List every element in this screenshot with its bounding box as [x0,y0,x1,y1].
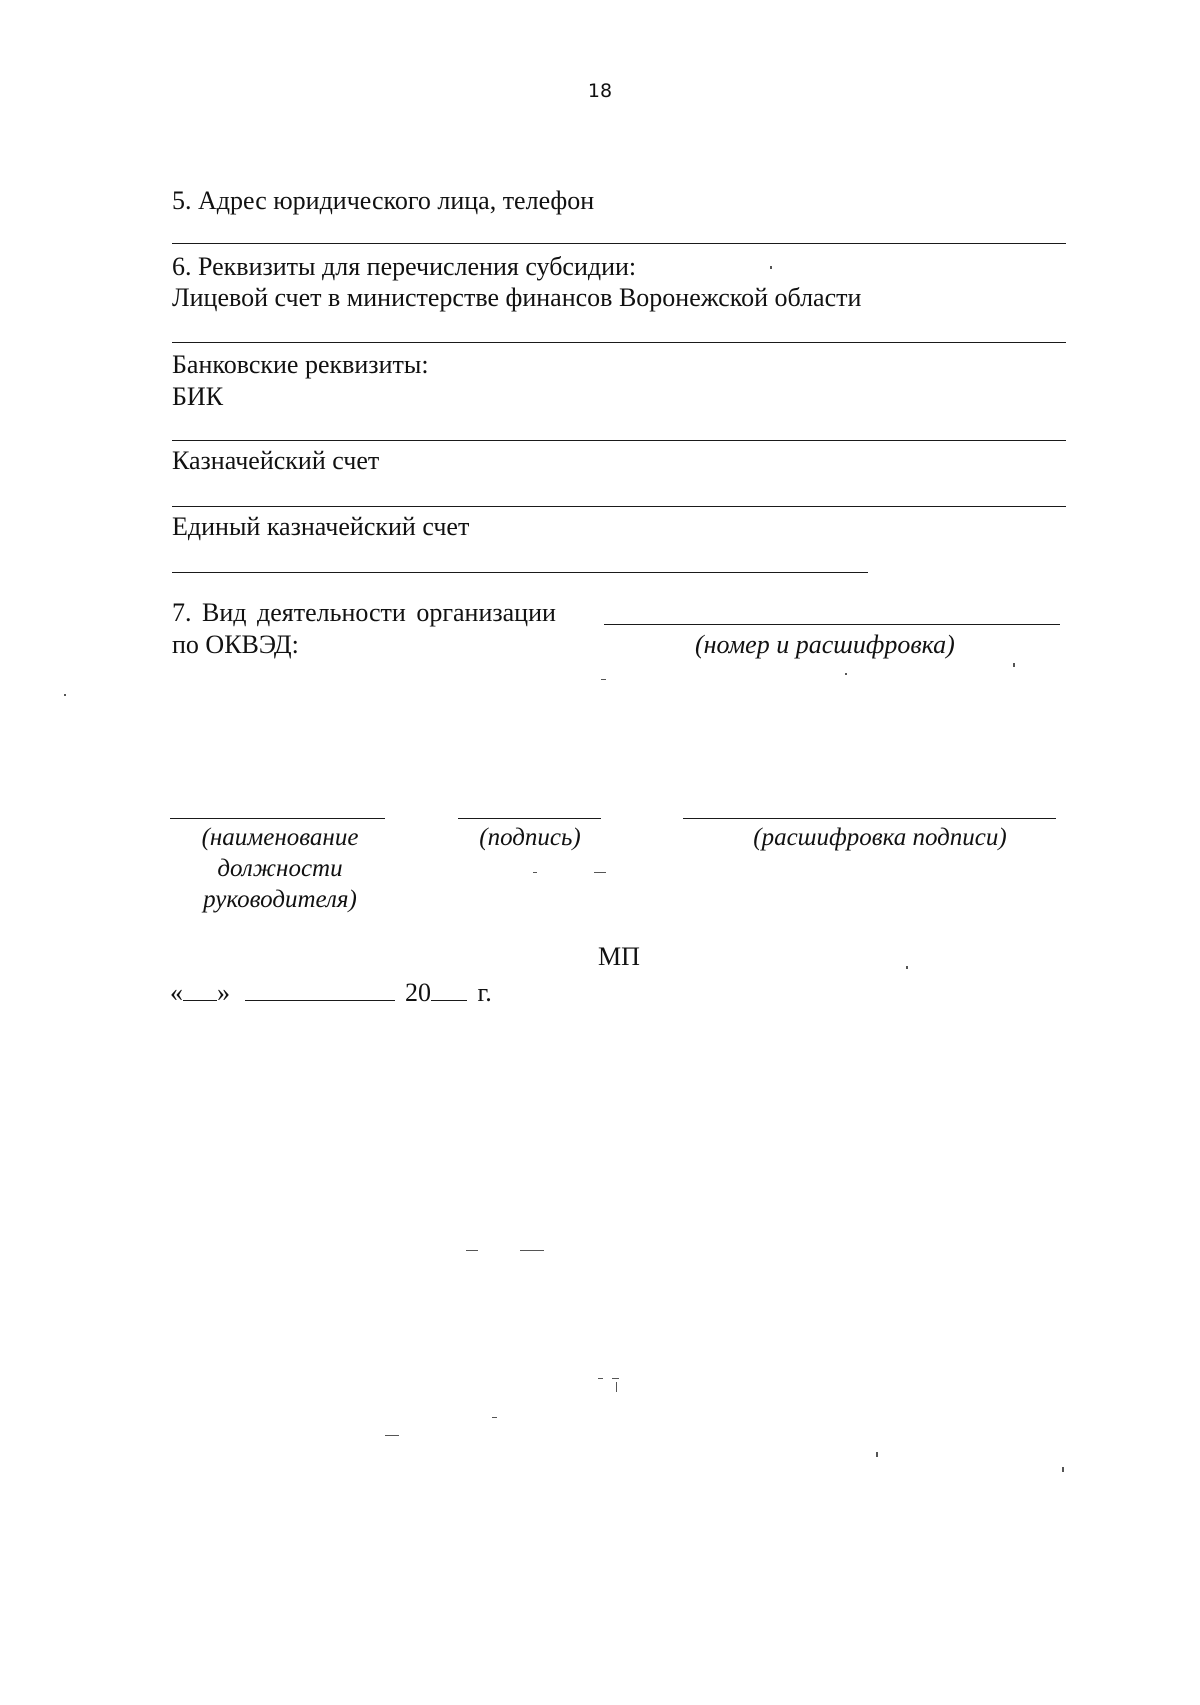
month-blank [245,976,395,1001]
bank-details-label: Банковские реквизиты: [172,350,429,379]
bik-label: БИК [172,382,224,411]
stamp-label: МП [598,942,640,971]
position-fill-line [170,818,385,819]
date-close-quote: » [217,978,230,1007]
treasury-account-label: Казначейский счет [172,446,380,475]
year-prefix: 20 [405,978,431,1007]
bik-fill-line [172,440,1066,441]
position-caption [180,822,380,915]
scan-speck [64,694,66,696]
scan-speck [594,872,606,873]
single-treasury-account-label: Единый казначейский счет [172,512,470,541]
scan-speck [601,679,606,680]
okved-hint: (номер и расшифровка) [695,630,955,659]
section6-label: 6. Реквизиты для перечисления субсидии: [172,252,637,281]
section5-label: 5. Адрес юридического лица, телефон [172,186,595,215]
personal-account-fill-line [172,342,1066,343]
signature-fill-line [458,818,601,819]
treasury-account-fill-line [172,506,1066,507]
scan-speck [616,1382,617,1392]
scan-speck [1013,663,1015,667]
year-blank [431,976,467,1001]
year-suffix: г. [477,978,492,1007]
section7-label-line2: по ОКВЭД: [172,630,299,659]
scan-speck [906,966,908,969]
single-treasury-account-fill-line [172,572,868,573]
page-number: 18 [587,80,613,102]
date-line [170,976,492,1008]
position-caption-line1: (наименование [201,824,359,851]
scan-speck [598,1378,603,1379]
scan-speck [492,1417,497,1418]
personal-account-label: Лицевой счет в министерстве финансов Воронежской области [172,283,862,312]
scan-speck [612,1378,619,1379]
scan-speck [385,1435,399,1436]
address-fill-line [172,243,1066,244]
position-caption-line2: должности [217,855,343,882]
transcript-caption: (расшифровка подписи) [753,824,1007,851]
scan-speck [466,1250,478,1251]
okved-fill-line [604,624,1060,625]
scan-speck [520,1250,544,1251]
section7-label-line1: 7. Вид деятельности организации [172,598,556,627]
signature-caption: (подпись) [479,824,581,851]
scan-speck [876,1452,878,1457]
scan-speck [533,872,537,873]
position-caption-line3: руководителя) [203,886,357,913]
scan-speck [1062,1467,1064,1472]
date-open-quote: « [170,978,183,1007]
scan-speck [770,266,772,269]
transcript-fill-line [683,818,1056,819]
day-blank [183,976,217,1001]
scan-speck [845,673,847,675]
